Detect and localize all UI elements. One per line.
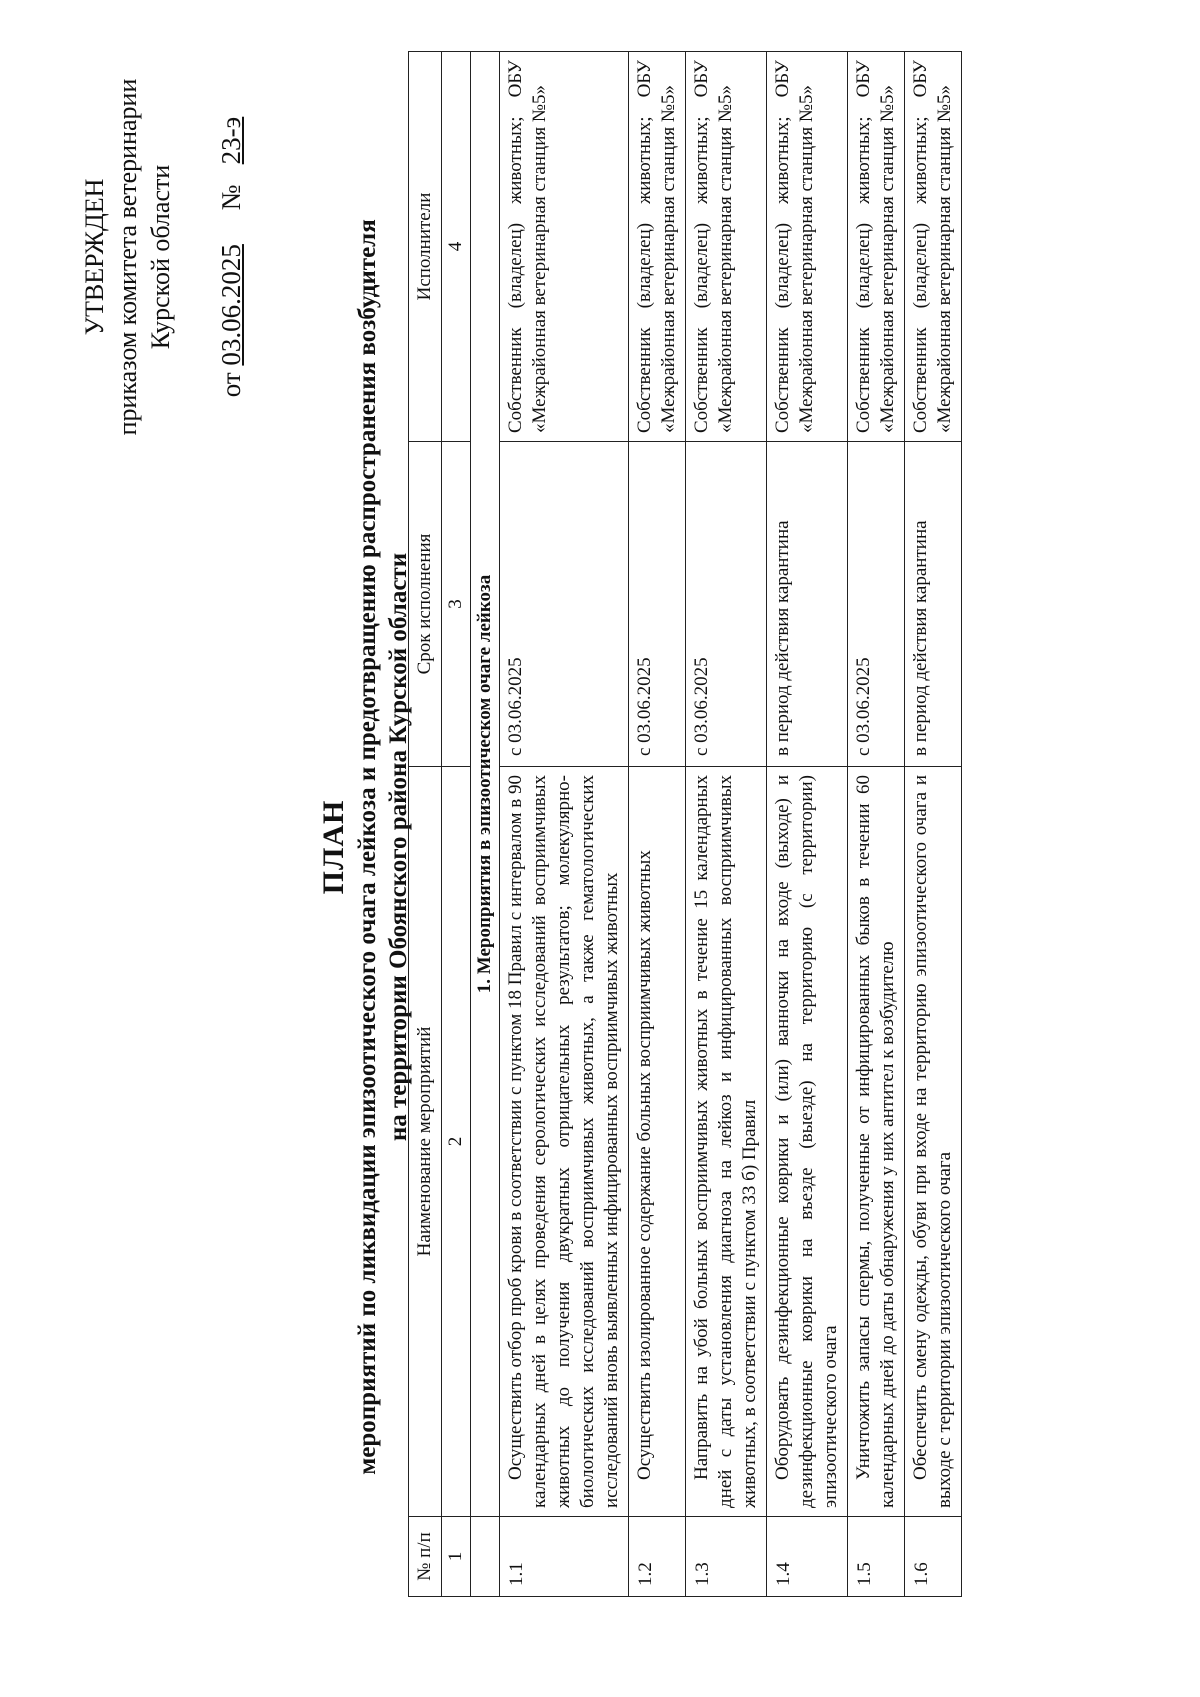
- approval-order-line: приказом комитета ветеринарии: [113, 78, 142, 436]
- table-row: [767, 52, 848, 1597]
- table-row: [629, 52, 686, 1597]
- section-empty-cell: [471, 1517, 500, 1597]
- row-term: с 03.06.2025: [686, 442, 767, 767]
- section-row: [471, 52, 500, 1597]
- number-label: №: [216, 184, 246, 211]
- row-term: с 03.06.2025: [500, 442, 629, 767]
- row-measure: Оборудовать дезинфекционные коврики и (или) ванночки на входе (выходе) и дезинфекционные коврики на въезде (выезде) на территорию (с территории) эпизоотического очага: [767, 767, 848, 1517]
- row-measure: Направить на убой больных восприимчивых животных в течение 15 календарных дней с даты установления диагноза на лейкоз и инфицированных восприимчивых животных, в соответствии с пунктом 33 б) Правил: [686, 767, 767, 1517]
- header-name: Наименование мероприятий: [409, 767, 442, 1517]
- row-term: в период действия карантина: [767, 442, 848, 767]
- row-number: 1.2: [629, 1517, 686, 1597]
- row-number: 1.3: [686, 1517, 767, 1597]
- table-header-row: [409, 52, 442, 1597]
- title-plan: ПЛАН: [317, 799, 350, 895]
- column-number: 4: [442, 52, 471, 442]
- column-number: 3: [442, 442, 471, 767]
- approval-number: 23-э: [216, 116, 246, 165]
- column-number-row: [442, 52, 471, 1597]
- row-term: в период действия карантина: [905, 442, 962, 767]
- table-row: [686, 52, 767, 1597]
- row-executors: Собственник (владелец) животных; ОБУ «Межрайонная ветеринарная станция №5»: [686, 52, 767, 442]
- row-number: 1.5: [848, 1517, 905, 1597]
- column-number: 1: [442, 1517, 471, 1597]
- title-line-2: на территории Обоянского района Курской области: [385, 552, 412, 1142]
- header-num: № п/п: [409, 1517, 442, 1597]
- row-measure: Осуществить изолированное содержание больных восприимчивых животных: [629, 767, 686, 1517]
- row-executors: Собственник (владелец) животных; ОБУ «Межрайонная ветеринарная станция №5»: [629, 52, 686, 442]
- measures-table: [408, 51, 962, 1597]
- header-term: Срок исполнения: [409, 442, 442, 767]
- approval-date-line: [215, 47, 248, 467]
- row-measure: Уничтожить запасы спермы, полученные от инфицированных быков в течении 60 календарных дней до даты обнаружения у них антител к возбудителю: [848, 767, 905, 1517]
- document-title: [316, 87, 414, 1607]
- row-executors: Собственник (владелец) животных; ОБУ «Межрайонная ветеринарная станция №5»: [905, 52, 962, 442]
- header-executors: Исполнители: [409, 52, 442, 442]
- row-number: 1.6: [905, 1517, 962, 1597]
- section-title: 1. Мероприятия в эпизоотическом очаге лейкоза: [471, 52, 500, 1517]
- approval-region-line: Курской области: [146, 164, 175, 350]
- row-term: с 03.06.2025: [629, 442, 686, 767]
- row-executors: Собственник (владелец) животных; ОБУ «Межрайонная ветеринарная станция №5»: [848, 52, 905, 442]
- row-executors: Собственник (владелец) животных; ОБУ «Межрайонная ветеринарная станция №5»: [767, 52, 848, 442]
- approval-heading: УТВЕРЖДЕН: [80, 178, 109, 336]
- row-measure: Осуществить отбор проб крови в соответствии с пунктом 18 Правил с интервалом в 90 календарных дней в целях проведения серологических исследований восприимчивых животных до получения двукратных отрицательных результатов; молекулярно-биологических исследований восприимчивых животных, а также гематологических исследований вновь выявленных инфицированных восприимчивых животных: [500, 767, 629, 1517]
- row-measure: Обеспечить смену одежды, обуви при входе на территорию эпизоотического очага и выходе с территории эпизоотического очага: [905, 767, 962, 1517]
- table-row: [500, 52, 629, 1597]
- date-prefix: от: [216, 372, 246, 398]
- row-executors: Собственник (владелец) животных; ОБУ «Межрайонная ветеринарная станция №5»: [500, 52, 629, 442]
- row-number: 1.4: [767, 1517, 848, 1597]
- table-row: [905, 52, 962, 1597]
- row-number: 1.1: [500, 1517, 629, 1597]
- row-term: с 03.06.2025: [848, 442, 905, 767]
- table-row: [848, 52, 905, 1597]
- approval-stamp: [78, 47, 248, 467]
- approval-date: 03.06.2025: [216, 244, 246, 366]
- title-line-1: мероприятий по ликвидации эпизоотического очага лейкоза и предотвращению распространения возбудителя: [354, 219, 381, 1475]
- column-number: 2: [442, 767, 471, 1517]
